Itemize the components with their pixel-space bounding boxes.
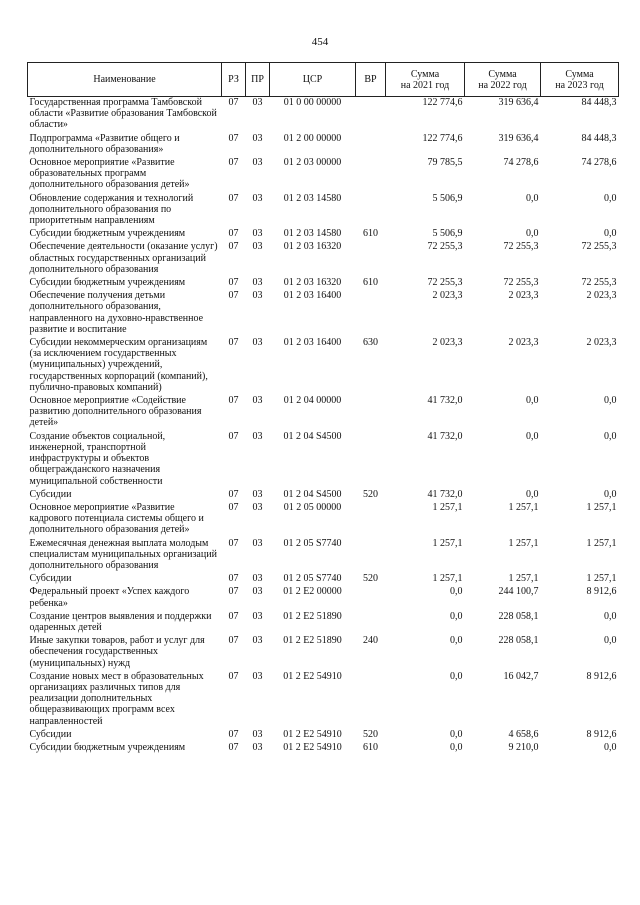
row-sum-2022: 16 042,7 <box>503 670 539 682</box>
row-sum-2023: 2 023,3 <box>586 337 617 349</box>
row-sum-2022: 72 255,3 <box>503 241 539 253</box>
row-rz: 07 <box>228 192 239 204</box>
row-vr: 630 <box>363 337 378 349</box>
row-sum-2021: 41 732,0 <box>427 430 463 442</box>
row-csr: 01 2 E2 54910 <box>283 670 342 682</box>
row-rz: 07 <box>228 132 239 144</box>
row-rz: 07 <box>228 610 239 622</box>
row-vr <box>356 584 386 608</box>
row-pr: 03 <box>252 192 263 204</box>
row-rz: 07 <box>228 337 239 349</box>
table-row <box>28 727 619 740</box>
row-csr: 01 2 E2 54910 <box>283 741 342 753</box>
row-rz: 07 <box>228 728 239 740</box>
row-sum-2022: 2 023,3 <box>508 290 539 302</box>
row-csr: 01 2 03 16320 <box>283 241 342 253</box>
table-row <box>28 429 619 487</box>
row-name: Основное мероприятие «Развитие кадрового потенциала системы общего и дополнительного образования детей» <box>29 501 204 536</box>
table-row <box>28 275 619 288</box>
row-rz: 07 <box>228 241 239 253</box>
row-sum-2021: 122 774,6 <box>422 132 463 144</box>
row-sum-2021: 1 257,1 <box>432 573 463 585</box>
row-rz: 07 <box>228 741 239 753</box>
row-sum-2021: 2 023,3 <box>432 337 463 349</box>
row-sum-2022: 4 658,6 <box>508 728 539 740</box>
row-csr: 01 2 03 14580 <box>283 228 342 240</box>
row-csr: 01 2 04 S4500 <box>283 430 342 442</box>
row-sum-2023: 0,0 <box>604 741 617 753</box>
row-csr: 01 2 03 16320 <box>283 277 342 289</box>
row-pr: 03 <box>252 573 263 585</box>
table-row <box>28 393 619 429</box>
table-row <box>28 131 619 155</box>
row-sum-2021: 5 506,9 <box>432 228 463 240</box>
header-sum-2022: Сумма на 2022 год <box>465 63 541 97</box>
row-sum-2022: 9 210,0 <box>508 741 539 753</box>
row-csr: 01 2 03 00000 <box>283 157 342 169</box>
row-name: Обеспечение получения детьми дополнительного образования, направленного на духовно-нравственное развитие и воспитание <box>29 290 204 335</box>
row-vr: 520 <box>363 488 378 500</box>
row-sum-2023: 2 023,3 <box>586 290 617 302</box>
table-row <box>28 191 619 227</box>
row-sum-2021: 72 255,3 <box>427 241 463 253</box>
row-rz: 07 <box>228 97 239 108</box>
row-sum-2023: 1 257,1 <box>586 537 617 549</box>
row-vr <box>356 500 386 536</box>
table-header-row <box>28 63 619 97</box>
row-vr <box>356 191 386 227</box>
table-row <box>28 226 619 239</box>
row-sum-2021: 122 774,6 <box>422 97 463 108</box>
table-row <box>28 740 619 753</box>
row-sum-2022: 1 257,1 <box>508 537 539 549</box>
header-rz: РЗ <box>222 63 246 97</box>
row-name: Основное мероприятие «Содействие развитию дополнительного образования детей» <box>29 395 202 429</box>
row-vr: 240 <box>363 635 378 647</box>
row-csr: 01 2 05 S7740 <box>283 573 342 585</box>
table-row <box>28 500 619 536</box>
row-rz: 07 <box>228 395 239 407</box>
row-sum-2021: 0,0 <box>450 741 463 753</box>
header-sum-2021: Сумма на 2021 год <box>386 63 465 97</box>
row-sum-2022: 319 636,4 <box>498 97 539 108</box>
row-sum-2021: 0,0 <box>450 635 463 647</box>
row-sum-2021: 0,0 <box>450 728 463 740</box>
row-sum-2021: 2 023,3 <box>432 290 463 302</box>
row-pr: 03 <box>252 157 263 169</box>
table-row <box>28 288 619 335</box>
row-sum-2022: 0,0 <box>526 228 539 240</box>
row-vr <box>356 131 386 155</box>
row-name: Субсидии <box>29 488 72 500</box>
row-name: Создание центров выявления и поддержки одаренных детей <box>29 610 212 633</box>
row-sum-2022: 244 100,7 <box>498 586 539 598</box>
row-rz: 07 <box>228 573 239 585</box>
table-row <box>28 609 619 633</box>
row-csr: 01 2 03 14580 <box>283 192 342 204</box>
row-name: Федеральный проект «Успех каждого ребенка» <box>29 586 190 609</box>
row-name: Иные закупки товаров, работ и услуг для обеспечения государственных (муниципальных) нужд <box>29 635 205 669</box>
row-name: Подпрограмма «Развитие общего и дополнительного образования» <box>29 132 180 155</box>
row-csr: 01 2 04 00000 <box>283 395 342 407</box>
row-name: Субсидии бюджетным учреждениям <box>29 741 186 753</box>
table-row <box>28 155 619 191</box>
row-sum-2021: 41 732,0 <box>427 488 463 500</box>
row-sum-2023: 0,0 <box>604 610 617 622</box>
row-sum-2023: 84 448,3 <box>581 97 617 108</box>
table-row <box>28 584 619 608</box>
row-sum-2022: 1 257,1 <box>508 573 539 585</box>
row-csr: 01 2 E2 51890 <box>283 635 342 647</box>
page-number: 454 <box>311 36 329 48</box>
row-pr: 03 <box>252 228 263 240</box>
row-vr: 520 <box>363 573 378 585</box>
row-name: Обновление содержания и технологий дополнительного образования по приоритетным направлениям <box>29 192 194 227</box>
row-vr: 610 <box>363 228 378 240</box>
table-row <box>28 571 619 584</box>
row-sum-2023: 84 448,3 <box>581 132 617 144</box>
header-vr: ВР <box>356 63 386 97</box>
row-csr: 01 2 E2 00000 <box>283 586 342 598</box>
row-name: Субсидии бюджетным учреждениям <box>29 228 186 240</box>
row-sum-2022: 0,0 <box>526 395 539 407</box>
row-sum-2023: 0,0 <box>604 488 617 500</box>
row-sum-2023: 8 912,6 <box>586 728 617 740</box>
row-pr: 03 <box>252 290 263 302</box>
row-vr <box>356 536 386 572</box>
row-csr: 01 2 00 00000 <box>283 132 342 144</box>
row-vr <box>356 288 386 335</box>
row-sum-2023: 74 278,6 <box>581 157 617 169</box>
row-pr: 03 <box>252 132 263 144</box>
row-sum-2021: 0,0 <box>450 610 463 622</box>
table-row <box>28 669 619 727</box>
row-sum-2021: 0,0 <box>450 586 463 598</box>
row-rz: 07 <box>228 430 239 442</box>
row-sum-2021: 5 506,9 <box>432 192 463 204</box>
row-sum-2023: 72 255,3 <box>581 277 617 289</box>
row-rz: 07 <box>228 501 239 513</box>
row-pr: 03 <box>252 670 263 682</box>
header-pr: ПР <box>246 63 270 97</box>
row-sum-2022: 72 255,3 <box>503 277 539 289</box>
row-name: Ежемесячная денежная выплата молодым специалистам муниципальных организаций дополнительного образования <box>29 537 217 571</box>
row-name: Субсидии <box>29 728 72 740</box>
row-name: Субсидии <box>29 573 72 585</box>
row-csr: 01 2 03 16400 <box>283 337 342 349</box>
row-csr: 01 2 05 00000 <box>283 501 342 513</box>
row-sum-2022: 319 636,4 <box>498 132 539 144</box>
row-rz: 07 <box>228 537 239 549</box>
row-csr: 01 0 00 00000 <box>283 97 342 108</box>
row-sum-2021: 72 255,3 <box>427 277 463 289</box>
row-vr <box>356 97 386 131</box>
row-name: Субсидии бюджетным учреждениям <box>29 277 186 289</box>
row-sum-2023: 1 257,1 <box>586 501 617 513</box>
row-pr: 03 <box>252 395 263 407</box>
row-sum-2021: 79 785,5 <box>427 157 463 169</box>
budget-table <box>27 62 619 753</box>
row-pr: 03 <box>252 635 263 647</box>
row-rz: 07 <box>228 670 239 682</box>
row-name: Государственная программа Тамбовской области «Развитие образования Тамбовской области» <box>29 97 217 131</box>
row-csr: 01 2 05 S7740 <box>283 537 342 549</box>
row-vr <box>356 393 386 429</box>
row-rz: 07 <box>228 488 239 500</box>
row-sum-2023: 8 912,6 <box>586 670 617 682</box>
row-rz: 07 <box>228 290 239 302</box>
header-name: Наименование <box>28 63 222 97</box>
row-rz: 07 <box>228 157 239 169</box>
table-row <box>28 97 619 131</box>
row-vr <box>356 155 386 191</box>
row-sum-2022: 228 058,1 <box>498 635 539 647</box>
header-csr: ЦСР <box>270 63 356 97</box>
header-sum-2023: Сумма на 2023 год <box>541 63 619 97</box>
row-sum-2023: 8 912,6 <box>586 586 617 598</box>
table-row <box>28 633 619 669</box>
row-name: Обеспечение деятельности (оказание услуг) областных государственных организаций дополнительного образования <box>29 241 218 275</box>
row-pr: 03 <box>252 97 263 108</box>
row-pr: 03 <box>252 488 263 500</box>
row-sum-2023: 0,0 <box>604 430 617 442</box>
row-csr: 01 2 E2 54910 <box>283 728 342 740</box>
row-sum-2022: 0,0 <box>526 430 539 442</box>
row-pr: 03 <box>252 430 263 442</box>
table-row <box>28 335 619 393</box>
row-sum-2022: 74 278,6 <box>503 157 539 169</box>
row-vr <box>356 429 386 487</box>
row-name: Субсидии некоммерческим организациям (за исключением государственных (муниципальных) учреждений, государственных корпораций (компаний), публично-правовых компаний) <box>29 337 208 393</box>
row-vr <box>356 239 386 275</box>
row-csr: 01 2 03 16400 <box>283 290 342 302</box>
table-row <box>28 536 619 572</box>
row-rz: 07 <box>228 635 239 647</box>
row-sum-2021: 1 257,1 <box>432 501 463 513</box>
row-pr: 03 <box>252 337 263 349</box>
row-csr: 01 2 E2 51890 <box>283 610 342 622</box>
row-sum-2023: 0,0 <box>604 192 617 204</box>
row-sum-2021: 0,0 <box>450 670 463 682</box>
row-vr <box>356 609 386 633</box>
row-sum-2021: 1 257,1 <box>432 537 463 549</box>
row-sum-2023: 72 255,3 <box>581 241 617 253</box>
table-row <box>28 239 619 275</box>
row-pr: 03 <box>252 610 263 622</box>
row-vr <box>356 669 386 727</box>
row-name: Основное мероприятие «Развитие образовательных программ дополнительного образования детей» <box>29 157 190 191</box>
row-sum-2022: 0,0 <box>526 488 539 500</box>
row-pr: 03 <box>252 741 263 753</box>
row-rz: 07 <box>228 277 239 289</box>
row-sum-2022: 1 257,1 <box>508 501 539 513</box>
row-pr: 03 <box>252 501 263 513</box>
row-sum-2023: 0,0 <box>604 635 617 647</box>
row-name: Создание объектов социальной, инженерной, транспортной инфраструктуры и объектов общегражданского назначения муниципальной собственности <box>29 430 166 487</box>
row-pr: 03 <box>252 586 263 598</box>
row-sum-2023: 0,0 <box>604 395 617 407</box>
row-sum-2023: 1 257,1 <box>586 573 617 585</box>
row-vr: 610 <box>363 277 378 289</box>
row-sum-2022: 0,0 <box>526 192 539 204</box>
row-rz: 07 <box>228 228 239 240</box>
row-name: Создание новых мест в образовательных организациях различных типов для реализации дополнительных общеразвивающих программ всех направленностей <box>29 670 204 727</box>
table-row <box>28 487 619 500</box>
row-vr: 520 <box>363 728 378 740</box>
row-sum-2021: 41 732,0 <box>427 395 463 407</box>
row-pr: 03 <box>252 277 263 289</box>
row-rz: 07 <box>228 586 239 598</box>
row-pr: 03 <box>252 537 263 549</box>
row-sum-2022: 2 023,3 <box>508 337 539 349</box>
row-sum-2022: 228 058,1 <box>498 610 539 622</box>
row-pr: 03 <box>252 241 263 253</box>
row-csr: 01 2 04 S4500 <box>283 488 342 500</box>
row-pr: 03 <box>252 728 263 740</box>
row-vr: 610 <box>363 741 378 753</box>
row-sum-2023: 0,0 <box>604 228 617 240</box>
